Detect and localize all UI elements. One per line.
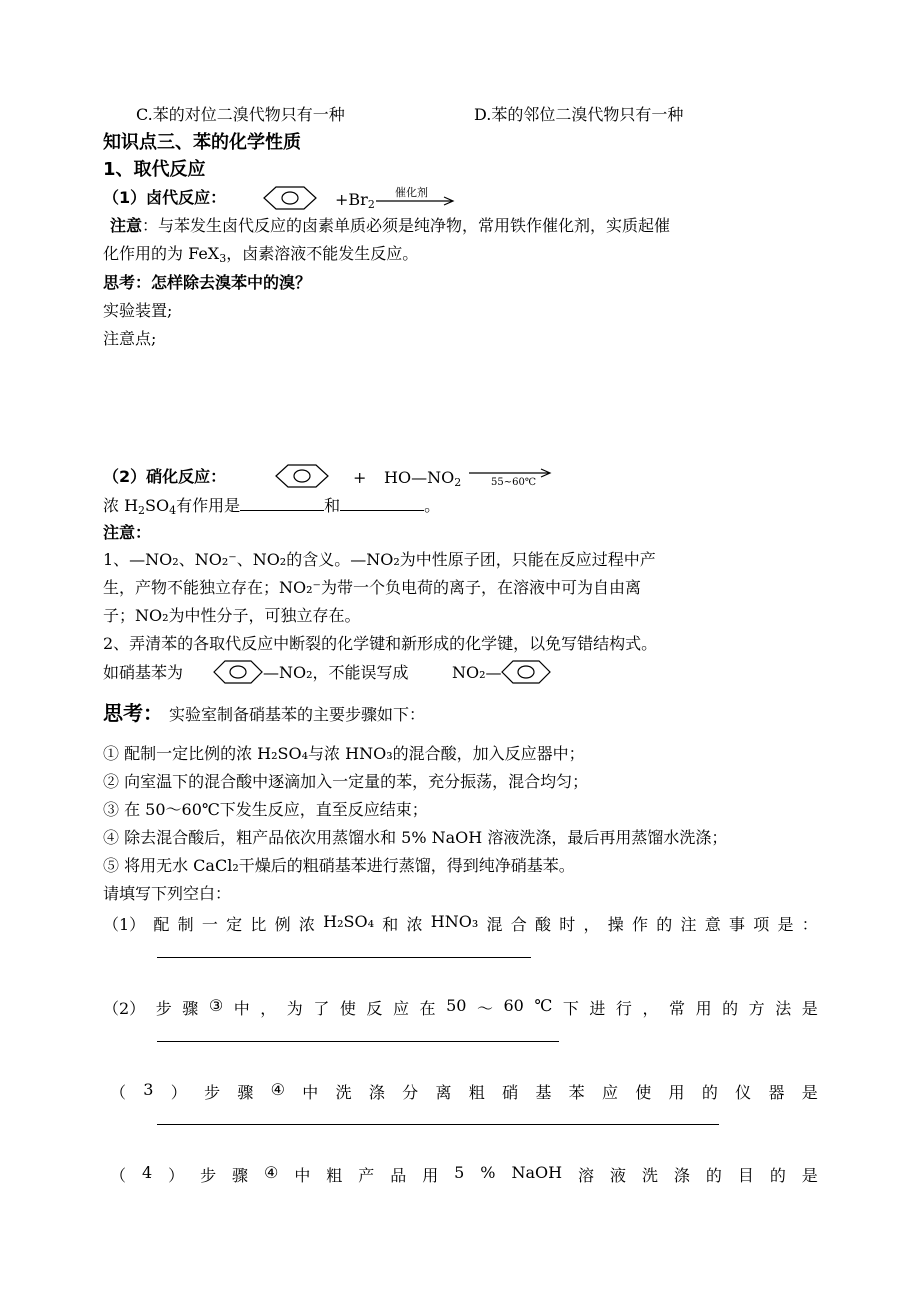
question-2: （2） 步 骤 ③ 中 ， 为 了 使 反 应 在 50 ～ 60 ℃ 下 进 行 ， 常 用 的 方 法 是: [103, 996, 818, 1018]
think-question-1: 思考：怎样除去溴苯中的溴？: [103, 273, 312, 292]
example-correct-text: —NO₂，不能误写成: [263, 663, 409, 682]
option-d: D.苯的邻位二溴代物只有一种: [474, 105, 684, 124]
step-3: ③ 在 50～60℃下发生反应，直至反应结束；: [103, 800, 428, 819]
subsection-title: 1、取代反应: [103, 159, 206, 180]
benzene-ring-icon: [212, 659, 264, 685]
question-4: （ 4 ） 步 骤 ④ 中 粗 产 品 用 5 % NaOH 溶 液 洗 涤 的 目 的 是: [110, 1163, 818, 1185]
note-1-line-3: 子；NO₂为中性分子，可独立存在。: [103, 606, 361, 625]
step-4: ④ 除去混合酸后，粗产品依次用蒸馏水和 5% NaOH 溶液洗涤，最后再用蒸馏水洗涤；: [103, 828, 728, 847]
question-3: （ 3 ） 步 骤 ④ 中 洗 涤 分 离 粗 硝 基 苯 应 使 用 的 仪 器 是: [110, 1080, 818, 1102]
step-5: ⑤ 将用无水 CaCl₂干燥后的粗硝基苯进行蒸馏，得到纯净硝基苯。: [103, 856, 575, 875]
nitration-condition: 55~60℃: [491, 477, 537, 488]
example-correct-label: 如硝基苯为: [103, 663, 184, 682]
step-2: ② 向室温下的混合酸中逐滴加入一定量的苯，充分振荡，混合均匀；: [103, 772, 589, 791]
points-label: 注意点;: [103, 329, 157, 348]
example-wrong-text: NO₂—: [452, 663, 502, 682]
plus-sign: +: [353, 468, 367, 487]
bromine-reagent: $+Br_2$: [335, 190, 375, 211]
answer-line-2[interactable]: [157, 1041, 559, 1042]
halogenation-label: （1）卤代反应：: [103, 188, 227, 207]
answer-blank[interactable]: [340, 496, 424, 511]
answer-line-3[interactable]: [157, 1124, 719, 1125]
note-1-line-2: 生，产物不能独立存在；NO₂⁻为带一个负电荷的离子，在溶液中可为自由离: [103, 578, 641, 597]
section-title: 知识点三、苯的化学性质: [103, 132, 301, 153]
benzene-ring-icon: [262, 185, 318, 211]
step-1: ① 配制一定比例的浓 H₂SO₄与浓 HNO₃的混合酸，加入反应器中；: [103, 744, 585, 763]
think-question-2: 思考： 实验室制备硝基苯的主要步骤如下：: [103, 701, 426, 725]
question-1: （1） 配 制 一 定 比 例 浓 H₂SO₄ 和 浓 HNO₃ 混 合 酸 时 ， 操 作 的 注 意 事 项 是 ：: [103, 912, 818, 934]
notes-label: 注意：: [103, 523, 152, 542]
sulfuric-acid-role: 浓 $H_2SO_4$有作用是 和 。: [103, 496, 441, 517]
nitration-label: （2）硝化反应：: [103, 467, 227, 486]
note-2: 2、弄清苯的各取代反应中断裂的化学键和新形成的化学键，以免写错结构式。: [103, 634, 658, 653]
reaction-arrow-icon: [376, 196, 456, 206]
benzene-ring-icon: [500, 659, 552, 685]
benzene-ring-icon: [274, 463, 330, 489]
apparatus-label: 实验装置;: [103, 301, 173, 320]
fill-instruction: 请填写下列空白：: [103, 884, 232, 903]
halogenation-note-line2: 化作用的为 FeX$_3$，卤素溶液不能发生反应。: [103, 244, 419, 265]
option-c: C.苯的对位二溴代物只有一种: [136, 105, 345, 124]
halogenation-note-line1: 注意：与苯发生卤代反应的卤素单质必须是纯净物，常用铁作催化剂，实质起催: [110, 216, 671, 235]
nitric-acid-reagent: $HO—NO_2$: [384, 468, 462, 489]
answer-blank[interactable]: [240, 496, 324, 511]
answer-line-1[interactable]: [157, 957, 531, 958]
note-1-line-1: 1、—NO₂、NO₂⁻、NO₂的含义。—NO₂为中性原子团，只能在反应过程中产: [103, 550, 656, 569]
catalyst-label: 催化剂: [395, 186, 428, 199]
